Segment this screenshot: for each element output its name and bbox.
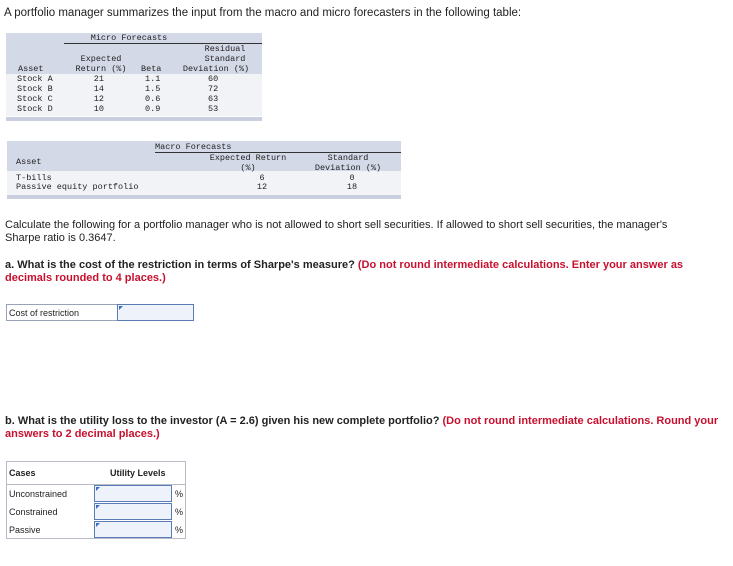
micro-forecasts-table: [6, 33, 262, 121]
part-a-question: [5, 259, 715, 285]
micro-hdr-beta: Beta: [141, 64, 162, 74]
micro-row-sd: 72: [208, 84, 219, 94]
part-a-question-text: a. What is the cost of the restriction in terms of Sharpe's measure?: [5, 259, 355, 271]
micro-row-asset: Stock A: [17, 74, 53, 84]
macro-row-asset: Passive equity portfolio: [16, 182, 139, 192]
micro-row-beta: 1.1: [145, 74, 161, 84]
macro-forecasts-table: [7, 141, 401, 199]
input-marker-icon: [119, 306, 123, 310]
intro-text: A portfolio manager summarizes the input from the macro and micro forecasters in the following table:: [4, 7, 522, 19]
case-label: Unconstrained: [9, 489, 68, 499]
micro-title: Micro Forecasts: [90, 33, 168, 43]
micro-hdr-asset: Asset: [18, 64, 44, 74]
macro-row-sd: 0: [349, 173, 355, 183]
micro-row-asset: Stock C: [17, 94, 53, 104]
input-marker-icon: [96, 487, 100, 491]
micro-footer-rule: [6, 117, 262, 121]
micro-row-sd: 63: [208, 94, 219, 104]
calc-instructions: Calculate the following for a portfolio manager who is not allowed to short sell securities. If allowed to short sell securities, the manager's Sharpe ratio is 0.3647.: [5, 219, 668, 244]
micro-row-beta: 0.9: [145, 104, 161, 114]
micro-row-return: 10: [93, 104, 104, 114]
micro-row-asset: Stock B: [17, 84, 53, 94]
macro-hdr-expected-2: (%): [240, 163, 256, 173]
macro-row-sd: 18: [346, 182, 358, 192]
part-a-instruction: (Do not round intermediate calculations. Enter your answer as decimals rounded to 4 places.): [5, 259, 684, 284]
part-b-question-text: b. What is the utility loss to the investor (A = 2.6) given his new complete portfolio?: [5, 415, 440, 427]
micro-hdr-residual-1: Residual: [204, 44, 246, 54]
cost-of-restriction-label: Cost of restriction: [9, 308, 80, 318]
micro-row-sd: 53: [208, 104, 219, 114]
utility-input-constrained[interactable]: [94, 503, 172, 520]
micro-hdr-residual-2: Standard: [204, 54, 246, 64]
case-label: Passive: [9, 525, 41, 535]
micro-row-asset: Stock D: [17, 104, 53, 114]
macro-title: Macro Forecasts: [155, 142, 232, 152]
micro-hdr-expected-2: Return (%): [75, 64, 127, 74]
micro-row-sd: 60: [208, 74, 219, 84]
input-marker-icon: [96, 523, 100, 527]
micro-row-beta: 0.6: [145, 94, 161, 104]
macro-row-return: 12: [256, 182, 268, 192]
input-marker-icon: [96, 505, 100, 509]
macro-hdr-sd-1: Standard: [327, 153, 369, 163]
macro-hdr-expected-1: Expected Return: [209, 153, 287, 163]
utility-input-unconstrained[interactable]: [94, 485, 172, 502]
macro-hdr-asset: Asset: [16, 157, 42, 167]
micro-row-beta: 1.5: [145, 84, 161, 94]
macro-row-return: 6: [259, 173, 265, 183]
col-utility-header: Utility Levels: [110, 468, 166, 478]
micro-hdr-residual-3: Deviation (%): [182, 64, 250, 74]
micro-row-return: 21: [93, 74, 104, 84]
part-b-question: [5, 415, 725, 441]
micro-hdr-expected-1: Expected: [80, 54, 122, 64]
percent-unit: %: [175, 507, 184, 517]
macro-hdr-sd-2: Deviation (%): [314, 163, 382, 173]
macro-footer-rule: [7, 195, 401, 199]
micro-row-return: 12: [93, 94, 104, 104]
col-cases-header: Cases: [9, 468, 36, 478]
percent-unit: %: [175, 489, 184, 499]
part-b-instruction: (Do not round intermediate calculations. Round your answers to 2 decimal places.): [5, 415, 719, 440]
case-label: Constrained: [9, 507, 58, 517]
utility-input-passive[interactable]: [94, 521, 172, 538]
percent-unit: %: [175, 525, 184, 535]
cost-of-restriction-input[interactable]: [117, 304, 194, 321]
macro-row-asset: T-bills: [16, 173, 52, 183]
micro-row-return: 14: [93, 84, 104, 94]
